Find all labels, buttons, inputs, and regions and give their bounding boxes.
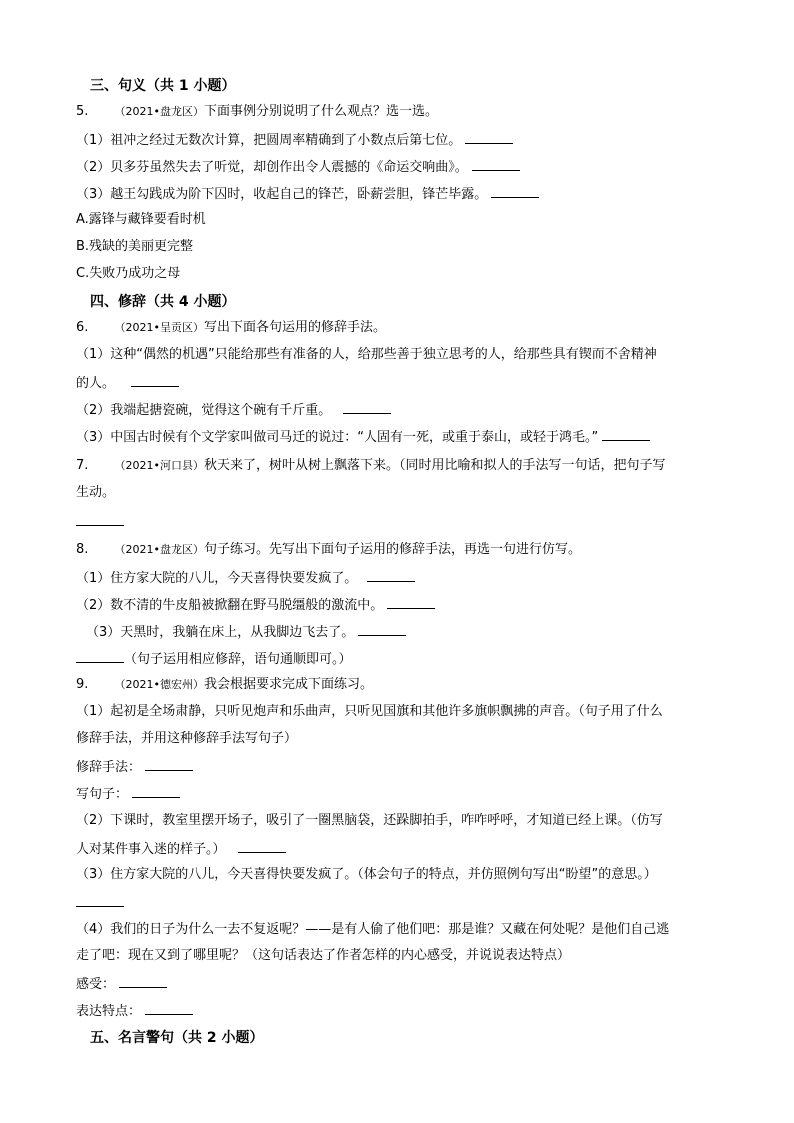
question-5-option-c: C.失败乃成功之母	[76, 266, 181, 281]
question-9-stem	[76, 676, 373, 694]
question-6-item-1-line-2	[76, 373, 179, 393]
question-9-tedian-line	[76, 1001, 193, 1021]
question-6-item-2	[76, 400, 391, 420]
question-9-item-4-line-2: 走了吧：现在又到了哪里呢？（这句话表达了作者怎样的内心感受，并说说表达特点）	[76, 948, 571, 963]
question-8-item-1	[76, 568, 415, 588]
question-number: 7.	[76, 458, 89, 473]
question-number: 8.	[76, 542, 89, 557]
question-source: （2021•盘龙区）	[114, 543, 205, 556]
item-text: （1）祖冲之经过无数次计算，把圆周率精确到了小数点后第七位。	[76, 133, 462, 148]
question-5-item-1	[76, 130, 513, 150]
question-9-item-2-line-2	[76, 839, 286, 859]
question-text: 写出下面各句运用的修辞手法。	[204, 320, 387, 335]
answer-blank[interactable]	[145, 1001, 193, 1015]
section-heading-juyi: 三、句义（共 1 小题）	[90, 78, 236, 94]
item-text: 的人。	[76, 376, 116, 391]
item-text: 人对某件事入迷的样子。）	[76, 842, 226, 857]
answer-blank[interactable]	[76, 649, 124, 663]
question-text: 下面事例分别说明了什么观点？选一选。	[204, 104, 439, 119]
answer-blank[interactable]	[76, 893, 124, 907]
item-text: （2）贝多芬虽然失去了听觉，却创作出令人震撼的《命运交响曲》。	[76, 160, 468, 175]
question-number: 5.	[76, 104, 89, 119]
question-9-item-4-line-1: （4）我们的日子为什么一去不复返呢？——是有人偷了他们吧：那是谁？又藏在何处呢？是他们自己逃	[76, 922, 670, 937]
question-5-stem	[76, 103, 438, 121]
item-text: （2）数不清的牛皮船被掀翻在野马脱缰般的激流中。	[76, 598, 384, 613]
answer-blank[interactable]	[238, 839, 286, 853]
answer-blank[interactable]	[119, 974, 167, 988]
question-5-item-2	[76, 157, 520, 177]
question-7-answer	[76, 512, 124, 532]
question-9-xiuci-line	[76, 757, 193, 777]
question-5-option-b: B.残缺的美丽更完整	[76, 239, 194, 254]
answer-blank[interactable]	[343, 400, 391, 414]
item-text: （3）越王勾践成为阶下囚时，收起自己的锋芒，卧薪尝胆，锋芒毕露。	[76, 187, 488, 202]
question-number: 6.	[76, 320, 89, 335]
question-8-stem	[76, 541, 581, 559]
question-7-stem	[76, 457, 666, 475]
question-9-item-3-answer	[76, 893, 124, 913]
answer-blank[interactable]	[145, 757, 193, 771]
question-8-item-3	[86, 622, 406, 642]
question-source: （2021•呈贡区）	[114, 321, 205, 334]
item-text: （1）住方家大院的八儿，今天喜得快要发疯了。	[76, 571, 358, 586]
field-label: 写句子：	[76, 787, 129, 802]
answer-blank[interactable]	[602, 427, 650, 441]
item-text: （3）中国古时候有个文学家叫做司马迁的说过：“人固有一死，或重于泰山，或轻于鸿毛。”	[76, 430, 599, 445]
field-label: 表达特点：	[76, 1004, 142, 1019]
question-source: （2021•德宏州）	[114, 678, 205, 691]
question-8-item-2	[76, 595, 435, 615]
answer-blank[interactable]	[491, 184, 539, 198]
question-9-item-1-line-1: （1）起初是全场肃静，只听见炮声和乐曲声，只听见国旗和其他许多旗帜飘拂的声音。（句子用了什么	[76, 704, 663, 719]
answer-blank[interactable]	[132, 784, 180, 798]
question-9-item-2-line-1: （2）下课时，教室里摆开场子，吸引了一圈黑脑袋，还跺脚拍手，咋咋呼呼，才知道已经上课。（仿写	[76, 813, 663, 828]
answer-blank[interactable]	[465, 130, 513, 144]
answer-blank[interactable]	[358, 622, 406, 636]
question-9-item-1-line-2: 修辞手法，并用这种修辞手法写句子）	[76, 731, 298, 746]
question-6-stem	[76, 319, 386, 337]
question-7-stem-cont: 生动。	[76, 485, 116, 500]
answer-blank[interactable]	[387, 595, 435, 609]
question-6-item-3	[76, 427, 650, 447]
question-6-item-1-line-1: （1）这种“偶然的机遇”只能给那些有准备的人，给那些善于独立思考的人，给那些具有锲而不舍精神	[76, 347, 657, 362]
question-source: （2021•河口县）	[114, 459, 205, 472]
question-8-tail	[76, 649, 352, 669]
section-heading-mingyan: 五、名言警句（共 2 小题）	[90, 1030, 264, 1046]
question-source: （2021•盘龙区）	[114, 105, 205, 118]
question-9-xiejuzi-line	[76, 784, 180, 804]
question-5-option-a: A.露锋与藏锋要看时机	[76, 212, 206, 227]
question-text: 我会根据要求完成下面练习。	[204, 677, 374, 692]
question-text: 秋天来了，树叶从树上飘落下来。（同时用比喻和拟人的手法写一句话，把句子写	[204, 458, 666, 473]
question-number: 9.	[76, 677, 89, 692]
question-5-item-3	[76, 184, 539, 204]
question-9-ganshou-line	[76, 974, 167, 994]
item-text: （3）天黑时，我躺在床上，从我脚边飞去了。	[86, 625, 355, 640]
field-label: 感受：	[76, 977, 116, 992]
section-heading-xiuci: 四、修辞（共 4 小题）	[90, 294, 236, 310]
answer-blank[interactable]	[472, 157, 520, 171]
question-text: 句子练习。先写出下面句子运用的修辞手法，再选一句进行仿写。	[204, 542, 582, 557]
answer-blank[interactable]	[76, 512, 124, 526]
answer-blank[interactable]	[367, 568, 415, 582]
note-text: （句子运用相应修辞，语句通顺即可。）	[124, 652, 352, 667]
item-text: （2）我端起搪瓷碗，觉得这个碗有千斤重。	[76, 403, 332, 418]
field-label: 修辞手法：	[76, 760, 142, 775]
question-9-item-3: （3）住方家大院的八儿，今天喜得快要发疯了。（体会句子的特点，并仿照例句写出“盼望”的意思。）	[76, 867, 657, 882]
answer-blank[interactable]	[131, 373, 179, 387]
